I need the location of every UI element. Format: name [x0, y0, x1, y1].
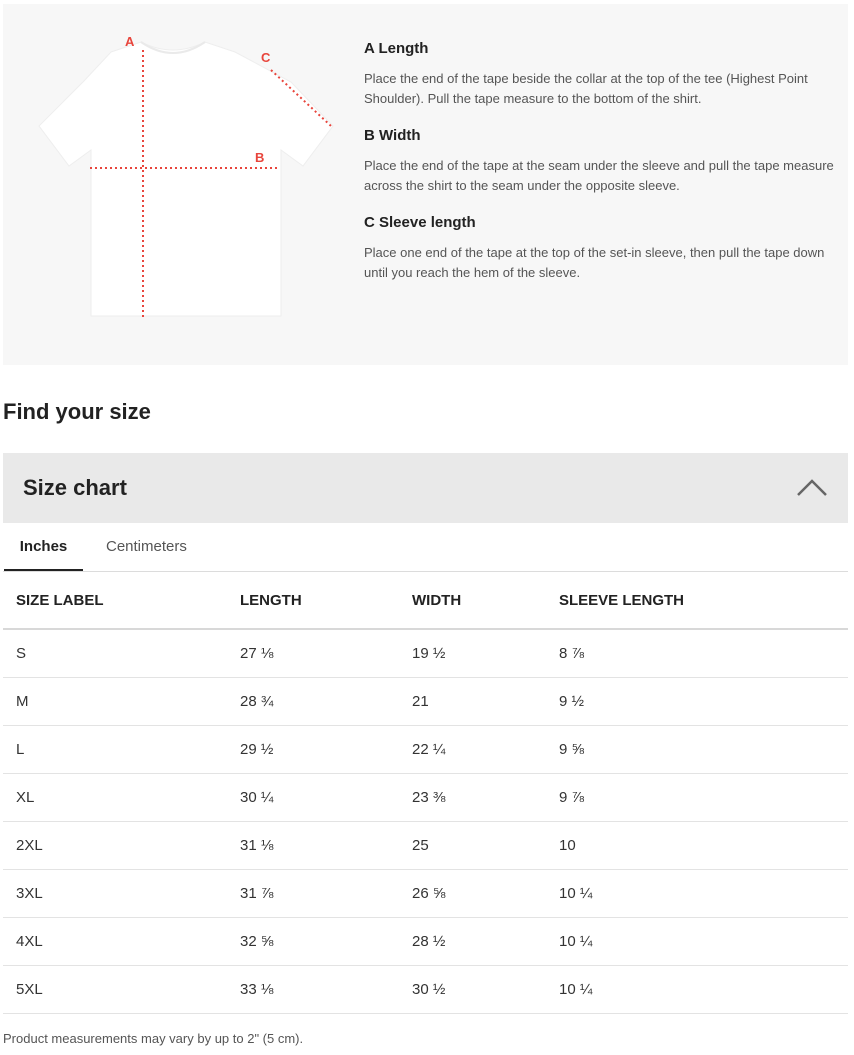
- size-chart-table: [3, 572, 848, 1014]
- cell-sleeve: 9 ⅞: [546, 774, 848, 822]
- tab-inches[interactable]: Inches: [4, 523, 83, 571]
- cell-size: XL: [3, 774, 227, 822]
- cell-width: 19 ½: [399, 629, 546, 678]
- guide-text-width: Place the end of the tape at the seam under the sleeve and pull the tape measure across the shirt to the seam under the opposite sleeve.: [364, 158, 834, 193]
- guide-text-sleeve: Place one end of the tape at the top of the set-in sleeve, then pull the tape down until you reach the hem of the sleeve.: [364, 245, 825, 280]
- guide-text-length: Place the end of the tape beside the collar at the top of the tee (Highest Point Shoulder). Pull the tape measure to the bottom of the shirt.: [364, 71, 808, 106]
- cell-sleeve: 9 ½: [546, 678, 848, 726]
- cell-width: 28 ½: [399, 918, 546, 966]
- guide-title-width: B Width: [364, 127, 421, 144]
- tshirt-diagram: [33, 34, 343, 334]
- cell-width: 21: [399, 678, 546, 726]
- cell-length: 33 ⅛: [227, 966, 399, 1014]
- measurement-footnote: Product measurements may vary by up to 2" (5 cm).: [3, 1031, 304, 1046]
- label-b: B: [255, 150, 265, 165]
- cell-size: L: [3, 726, 227, 774]
- label-c: C: [261, 50, 271, 65]
- guide-title-sleeve: C Sleeve length: [364, 214, 476, 231]
- cell-width: 26 ⅝: [399, 870, 546, 918]
- cell-sleeve: 10 ¼: [546, 918, 848, 966]
- table-row: [3, 726, 848, 774]
- tshirt-shape: [39, 42, 333, 316]
- header-sleeve-length: SLEEVE LENGTH: [546, 572, 848, 629]
- cell-length: 29 ½: [227, 726, 399, 774]
- cell-sleeve: 10: [546, 822, 848, 870]
- label-a: A: [125, 34, 135, 49]
- guide-title-length: A Length: [364, 40, 429, 57]
- cell-sleeve: 9 ⅝: [546, 726, 848, 774]
- table-row: [3, 918, 848, 966]
- cell-size: 4XL: [3, 918, 227, 966]
- cell-size: 5XL: [3, 966, 227, 1014]
- header-width: WIDTH: [399, 572, 546, 629]
- cell-length: 31 ⅞: [227, 870, 399, 918]
- tshirt-diagram-svg: [33, 34, 343, 334]
- table-row: [3, 870, 848, 918]
- unit-tabs: [3, 523, 848, 572]
- cell-width: 22 ¼: [399, 726, 546, 774]
- table-row: [3, 629, 848, 678]
- cell-length: 28 ¾: [227, 678, 399, 726]
- cell-size: 3XL: [3, 870, 227, 918]
- size-chart-accordion-header[interactable]: [3, 453, 848, 523]
- header-size-label: SIZE LABEL: [3, 572, 227, 629]
- cell-width: 25: [399, 822, 546, 870]
- table-header-row: [3, 572, 848, 629]
- cell-size: 2XL: [3, 822, 227, 870]
- table-row: [3, 822, 848, 870]
- cell-size: M: [3, 678, 227, 726]
- chevron-up-icon[interactable]: [796, 475, 828, 499]
- table-row: [3, 774, 848, 822]
- cell-width: 30 ½: [399, 966, 546, 1014]
- cell-width: 23 ⅜: [399, 774, 546, 822]
- table-row: [3, 966, 848, 1014]
- tab-centimeters[interactable]: Centimeters: [106, 538, 187, 555]
- cell-length: 32 ⅝: [227, 918, 399, 966]
- cell-sleeve: 10 ¼: [546, 870, 848, 918]
- cell-length: 31 ⅛: [227, 822, 399, 870]
- find-your-size-heading: Find your size: [3, 399, 151, 424]
- cell-length: 30 ¼: [227, 774, 399, 822]
- cell-sleeve: 8 ⅞: [546, 629, 848, 678]
- cell-sleeve: 10 ¼: [546, 966, 848, 1014]
- cell-length: 27 ⅛: [227, 629, 399, 678]
- table-row: [3, 678, 848, 726]
- measurement-guide: [364, 40, 834, 301]
- header-length: LENGTH: [227, 572, 399, 629]
- cell-size: S: [3, 629, 227, 678]
- measurement-guide-panel: [3, 4, 848, 365]
- size-chart-title: Size chart: [23, 475, 127, 500]
